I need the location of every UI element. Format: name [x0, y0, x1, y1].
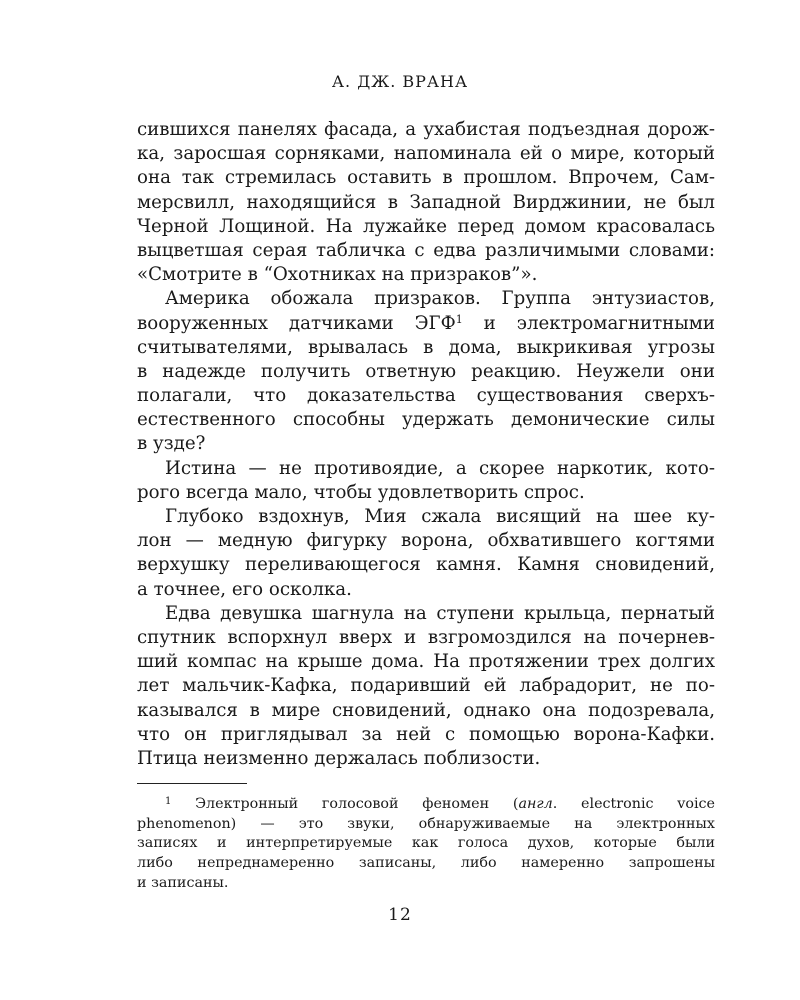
footnote — [137, 795, 715, 893]
text-line: Едва девушка шагнула на ступени крыльца, пернатый — [165, 602, 715, 624]
footnote-reference: 1 — [455, 312, 463, 326]
text-line: лон — медную фигурку ворона, обхватившего когтями — [137, 530, 715, 552]
text-line: рого всегда мало, чтобы удовлетворить спрос. — [137, 481, 585, 503]
main-text — [137, 118, 715, 771]
text-line: Глубоко вздохнув, Мия сжала висящий на шее ку- — [165, 506, 715, 527]
text-line: Америка обожала призраков. Группа энтузиастов, — [165, 288, 715, 310]
text-line: естественного способны удержать демонические силы — [137, 409, 715, 431]
footnote-line: либо непреднамеренно записаны, либо намеренно запрошены — [137, 855, 715, 872]
text-line: ший компас на крыше дома. На протяжении трех долгих — [137, 651, 715, 673]
text-line: а точнее, его осколка. — [137, 578, 352, 600]
text-line: лет мальчик-Кафка, подаривший ей лабрадорит, не по- — [137, 675, 715, 697]
text-line: в узде? — [137, 433, 206, 455]
text-line: ка, заросшая сорняками, напоминала ей о мире, который — [137, 143, 715, 165]
footnote-text: Электронный голосовой феномен ( — [171, 796, 519, 812]
text-line-with-footnote-ref — [137, 312, 715, 336]
text-line: казывался в мире сновидений, однако она подозревала, — [137, 699, 715, 721]
footnote-text: . electronic voice — [552, 796, 716, 812]
footnote-abbreviation: англ — [518, 796, 553, 812]
text-line: спутник вспорхнул вверх и взгромоздился на почернев- — [137, 626, 715, 648]
text-line: она так стремилась оставить в прошлом. Впрочем, Сам- — [137, 167, 715, 189]
text-line: считывателями, врывалась в дома, выкрикивая угрозы — [137, 336, 715, 358]
text-line: Птица неизменно держалась поблизости. — [137, 747, 541, 769]
text-line: выцветшая серая табличка с едва различимыми словами: — [137, 239, 715, 261]
text-line: сившихся панелях фасада, а ухабистая подъездная дорож- — [137, 119, 715, 140]
text-line: верхушку переливающегося камня. Камня сновидений, — [137, 554, 715, 576]
footnote-line: phenomenon) — это звуки, обнаруживаемые на электронных — [137, 815, 715, 832]
text-line: Черной Лощиной. На лужайке перед домом красовалась — [137, 215, 715, 237]
text-segment: вооруженных датчиками ЭГФ — [137, 312, 456, 334]
page-number: 12 — [388, 905, 412, 925]
footnote-line: и записаны. — [137, 874, 229, 891]
footnote-marker: 1 — [165, 796, 172, 807]
footnote-line — [137, 795, 715, 815]
text-line: Истина — не противоядие, а скорее наркотик, кото- — [165, 457, 715, 479]
text-line: «Смотрите в “Охотниках на призраков”». — [137, 264, 538, 286]
running-header: А. ДЖ. ВРАНА — [331, 72, 469, 91]
text-line: полагали, что доказательства существования сверхъ- — [137, 385, 715, 407]
text-segment: и электромагнитными — [462, 312, 715, 334]
text-line: что он приглядывал за ней с помощью ворона-Кафки. — [137, 723, 715, 745]
text-line: в надежде получить ответную реакцию. Неужели они — [137, 360, 715, 382]
text-line: мерсвилл, находящийся в Западной Вирджинии, не был — [137, 191, 715, 213]
footnote-divider — [137, 783, 247, 784]
footnote-line: записях и интерпретируемые как голоса духов, которые были — [137, 835, 715, 852]
